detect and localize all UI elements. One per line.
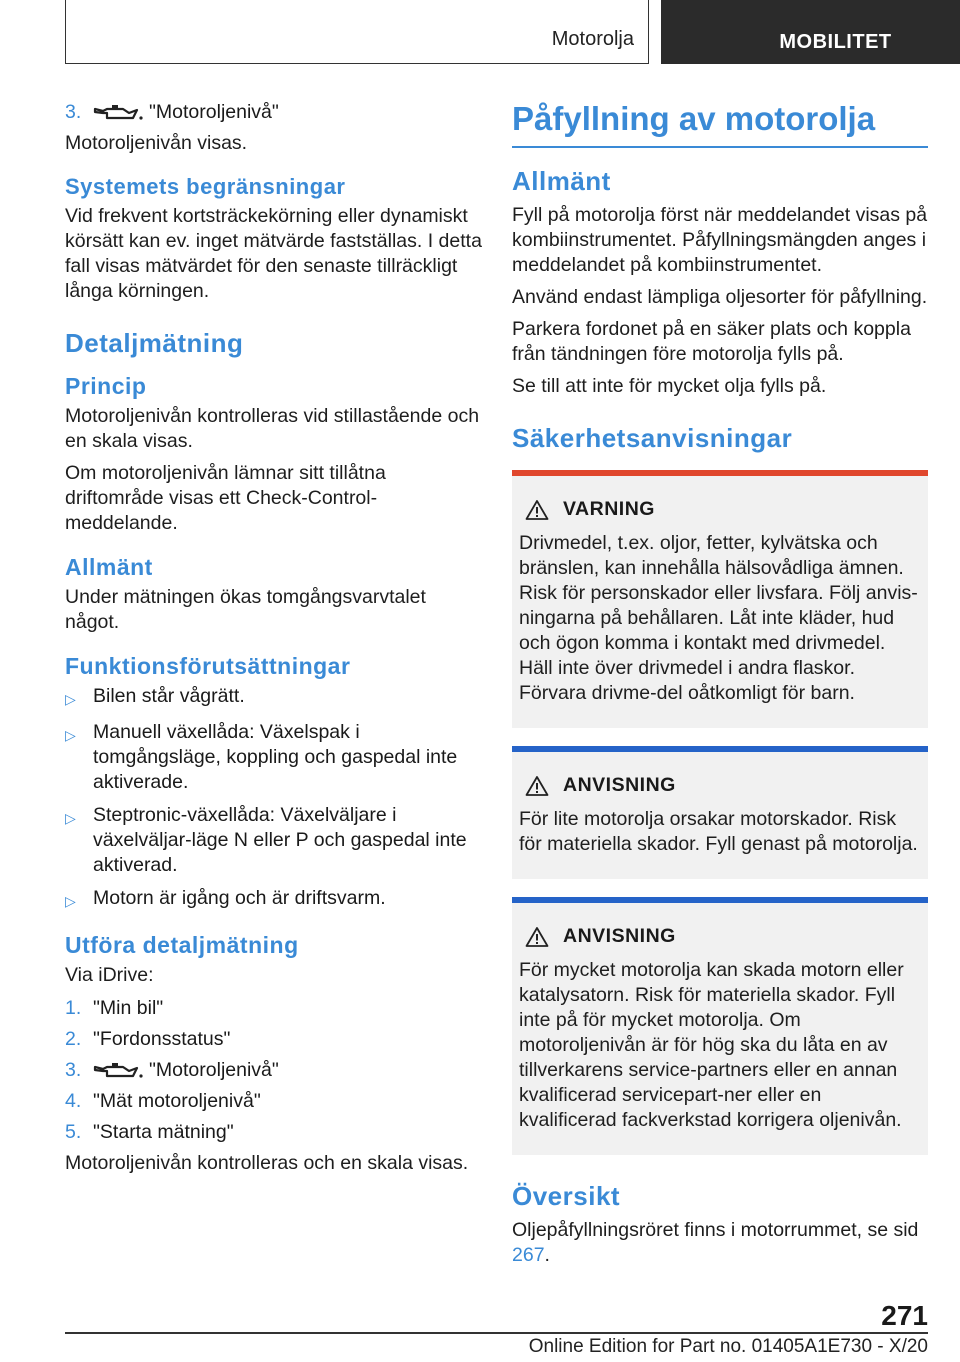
oil-can-icon — [93, 1058, 149, 1083]
page-header — [0, 0, 960, 66]
page-number: 271 — [881, 1300, 928, 1331]
footer-edition-text: Online Edition for Part no. 01405A1E730 - X/20 — [528, 1336, 928, 1357]
paragraph: Om motoroljenivån lämnar sitt tillåtna driftområde visas ett Check-Control-meddelande. — [65, 462, 386, 534]
header-chapter-label: MOBILITET — [779, 31, 892, 53]
step-number: 4. — [65, 1090, 82, 1112]
left-column — [65, 100, 485, 1176]
paragraph: Motoroljenivån kontrolleras och en skala visas. — [65, 1152, 469, 1174]
header-section-title: Motorolja — [551, 28, 634, 50]
list-item — [65, 1058, 485, 1083]
list-item — [65, 1120, 485, 1145]
list-item-text: Bilen står vågrätt. — [93, 685, 245, 707]
warning-box — [512, 470, 928, 728]
step-list-top — [65, 100, 485, 125]
step-label: "Motoroljenivå" — [149, 1059, 279, 1081]
step-number: 1. — [65, 997, 82, 1019]
step-number: 3. — [65, 101, 82, 123]
paragraph — [512, 1218, 928, 1268]
paragraph: Se till att inte för mycket olja fylls på. — [512, 375, 827, 397]
warning-triangle-icon — [525, 926, 549, 948]
list-item — [65, 720, 485, 795]
triangle-bullet-icon: ▷ — [65, 810, 76, 826]
step-list — [65, 996, 485, 1145]
list-item — [65, 1089, 485, 1114]
triangle-bullet-icon: ▷ — [65, 727, 76, 743]
oil-can-icon — [93, 100, 149, 125]
list-item — [65, 996, 485, 1021]
list-item-text: Manuell växellåda: Växelspak i tomgångsläge, koppling och gaspedal inte aktiverade. — [93, 721, 458, 793]
warning-title — [519, 498, 921, 521]
warning-triangle-icon — [525, 775, 549, 797]
list-item — [65, 803, 485, 878]
list-item — [65, 100, 485, 125]
notice-title-text: ANVISNING — [563, 925, 676, 947]
warning-text: Drivmedel, t.ex. oljor, fetter, kylvätska och bränslen, kan innehålla hälsovådliga ämnen. Risk för personskador eller livsfara. Följ anvis-ningarna på behållaren. Låt inte kläder, hud och ögon komma i kontakt med drivmedel. Häll inte över drivmedel i andra flaskor. Förvara drivme-del oåtkomligt för barn. — [519, 532, 918, 704]
header-chapter-tab — [661, 0, 960, 64]
step-label: "Mät motoroljenivå" — [93, 1090, 261, 1112]
paragraph: Under mätningen ökas tomgångsvarvtalet något. — [65, 586, 426, 633]
overview-text: Oljepåfyllningsröret finns i motorrummet, se sid — [512, 1219, 919, 1241]
paragraph: Vid frekvent kortsträckekörning eller dynamiskt körsätt kan ev. inget mätvärde fastställas. I detta fall visas mätvärdet för den senaste tillräckligt långa körningen. — [65, 205, 482, 302]
page-title: Påfyllning av motorolja — [512, 100, 928, 148]
paragraph: Motoroljenivån visas. — [65, 132, 248, 154]
paragraph: Parkera fordonet på en säker plats och koppla från tändningen före motorolja fylls på. — [512, 318, 911, 365]
footer-divider — [65, 1332, 928, 1334]
step-label: "Min bil" — [93, 997, 164, 1019]
heading-principle: Princip — [65, 373, 147, 399]
step-number: 3. — [65, 1059, 82, 1081]
notice-text: För mycket motorolja kan skada motorn eller katalysatorn. Risk för materiella skador. Fyll inte på för mycket motorolja. Om motoroljenivån är för hög ska du låta en av tillverkarens service-partners eller en annan kvalificerad servicepart-ner eller en kvalificerad fackverkstad korrigera oljenivån. — [519, 959, 904, 1131]
step-label: "Starta mätning" — [93, 1121, 234, 1143]
heading-general: Allmänt — [65, 554, 153, 580]
notice-text: För lite motorolja orsakar motorskador. Risk för materiella skador. Fyll genast på motorolja. — [519, 808, 918, 855]
notice-title — [519, 774, 921, 797]
step-label: "Motoroljenivå" — [149, 101, 279, 123]
page-reference-link[interactable]: 267 — [512, 1244, 545, 1266]
heading-limitations: Systemets begränsningar — [65, 174, 346, 199]
list-item-text: Motorn är igång och är driftsvarm. — [93, 887, 386, 909]
heading-general: Allmänt — [512, 166, 611, 196]
paragraph: Använd endast lämpliga oljesorter för påfyllning. — [512, 286, 928, 308]
step-number: 5. — [65, 1121, 82, 1143]
list-item — [65, 684, 485, 712]
step-number: 2. — [65, 1028, 82, 1050]
notice-box — [512, 897, 928, 1155]
header-section-box — [65, 0, 649, 64]
list-item — [65, 886, 485, 914]
step-label: "Fordonsstatus" — [93, 1028, 231, 1050]
list-item — [65, 1027, 485, 1052]
warning-triangle-icon — [525, 499, 549, 521]
warning-title-text: VARNING — [563, 498, 655, 520]
right-column — [512, 100, 928, 1268]
list-item-text: Steptronic-växellåda: Växelväljare i växelväljar-läge N eller P och gaspedal inte aktiverad. — [93, 804, 467, 876]
notice-title — [519, 925, 921, 948]
heading-overview: Översikt — [512, 1181, 621, 1211]
triangle-bullet-icon: ▷ — [65, 691, 76, 707]
paragraph: Fyll på motorolja först när meddelandet visas på kombiinstrumentet. Påfyllningsmängden anges i meddelandet på kombiinstrumentet. — [512, 204, 928, 276]
notice-box — [512, 746, 928, 879]
heading-perform-measurement: Utföra detaljmätning — [65, 932, 299, 958]
heading-prerequisites: Funktionsförutsättningar — [65, 653, 351, 679]
triangle-bullet-icon: ▷ — [65, 893, 76, 909]
heading-detail-measurement: Detaljmätning — [65, 328, 244, 358]
overview-text-end: . — [544, 1244, 550, 1266]
paragraph: Via iDrive: — [65, 964, 154, 986]
notice-title-text: ANVISNING — [563, 774, 676, 796]
prerequisite-list — [65, 684, 485, 914]
paragraph: Motoroljenivån kontrolleras vid stillastående och en skala visas. — [65, 405, 480, 452]
heading-safety: Säkerhetsanvisningar — [512, 423, 793, 453]
